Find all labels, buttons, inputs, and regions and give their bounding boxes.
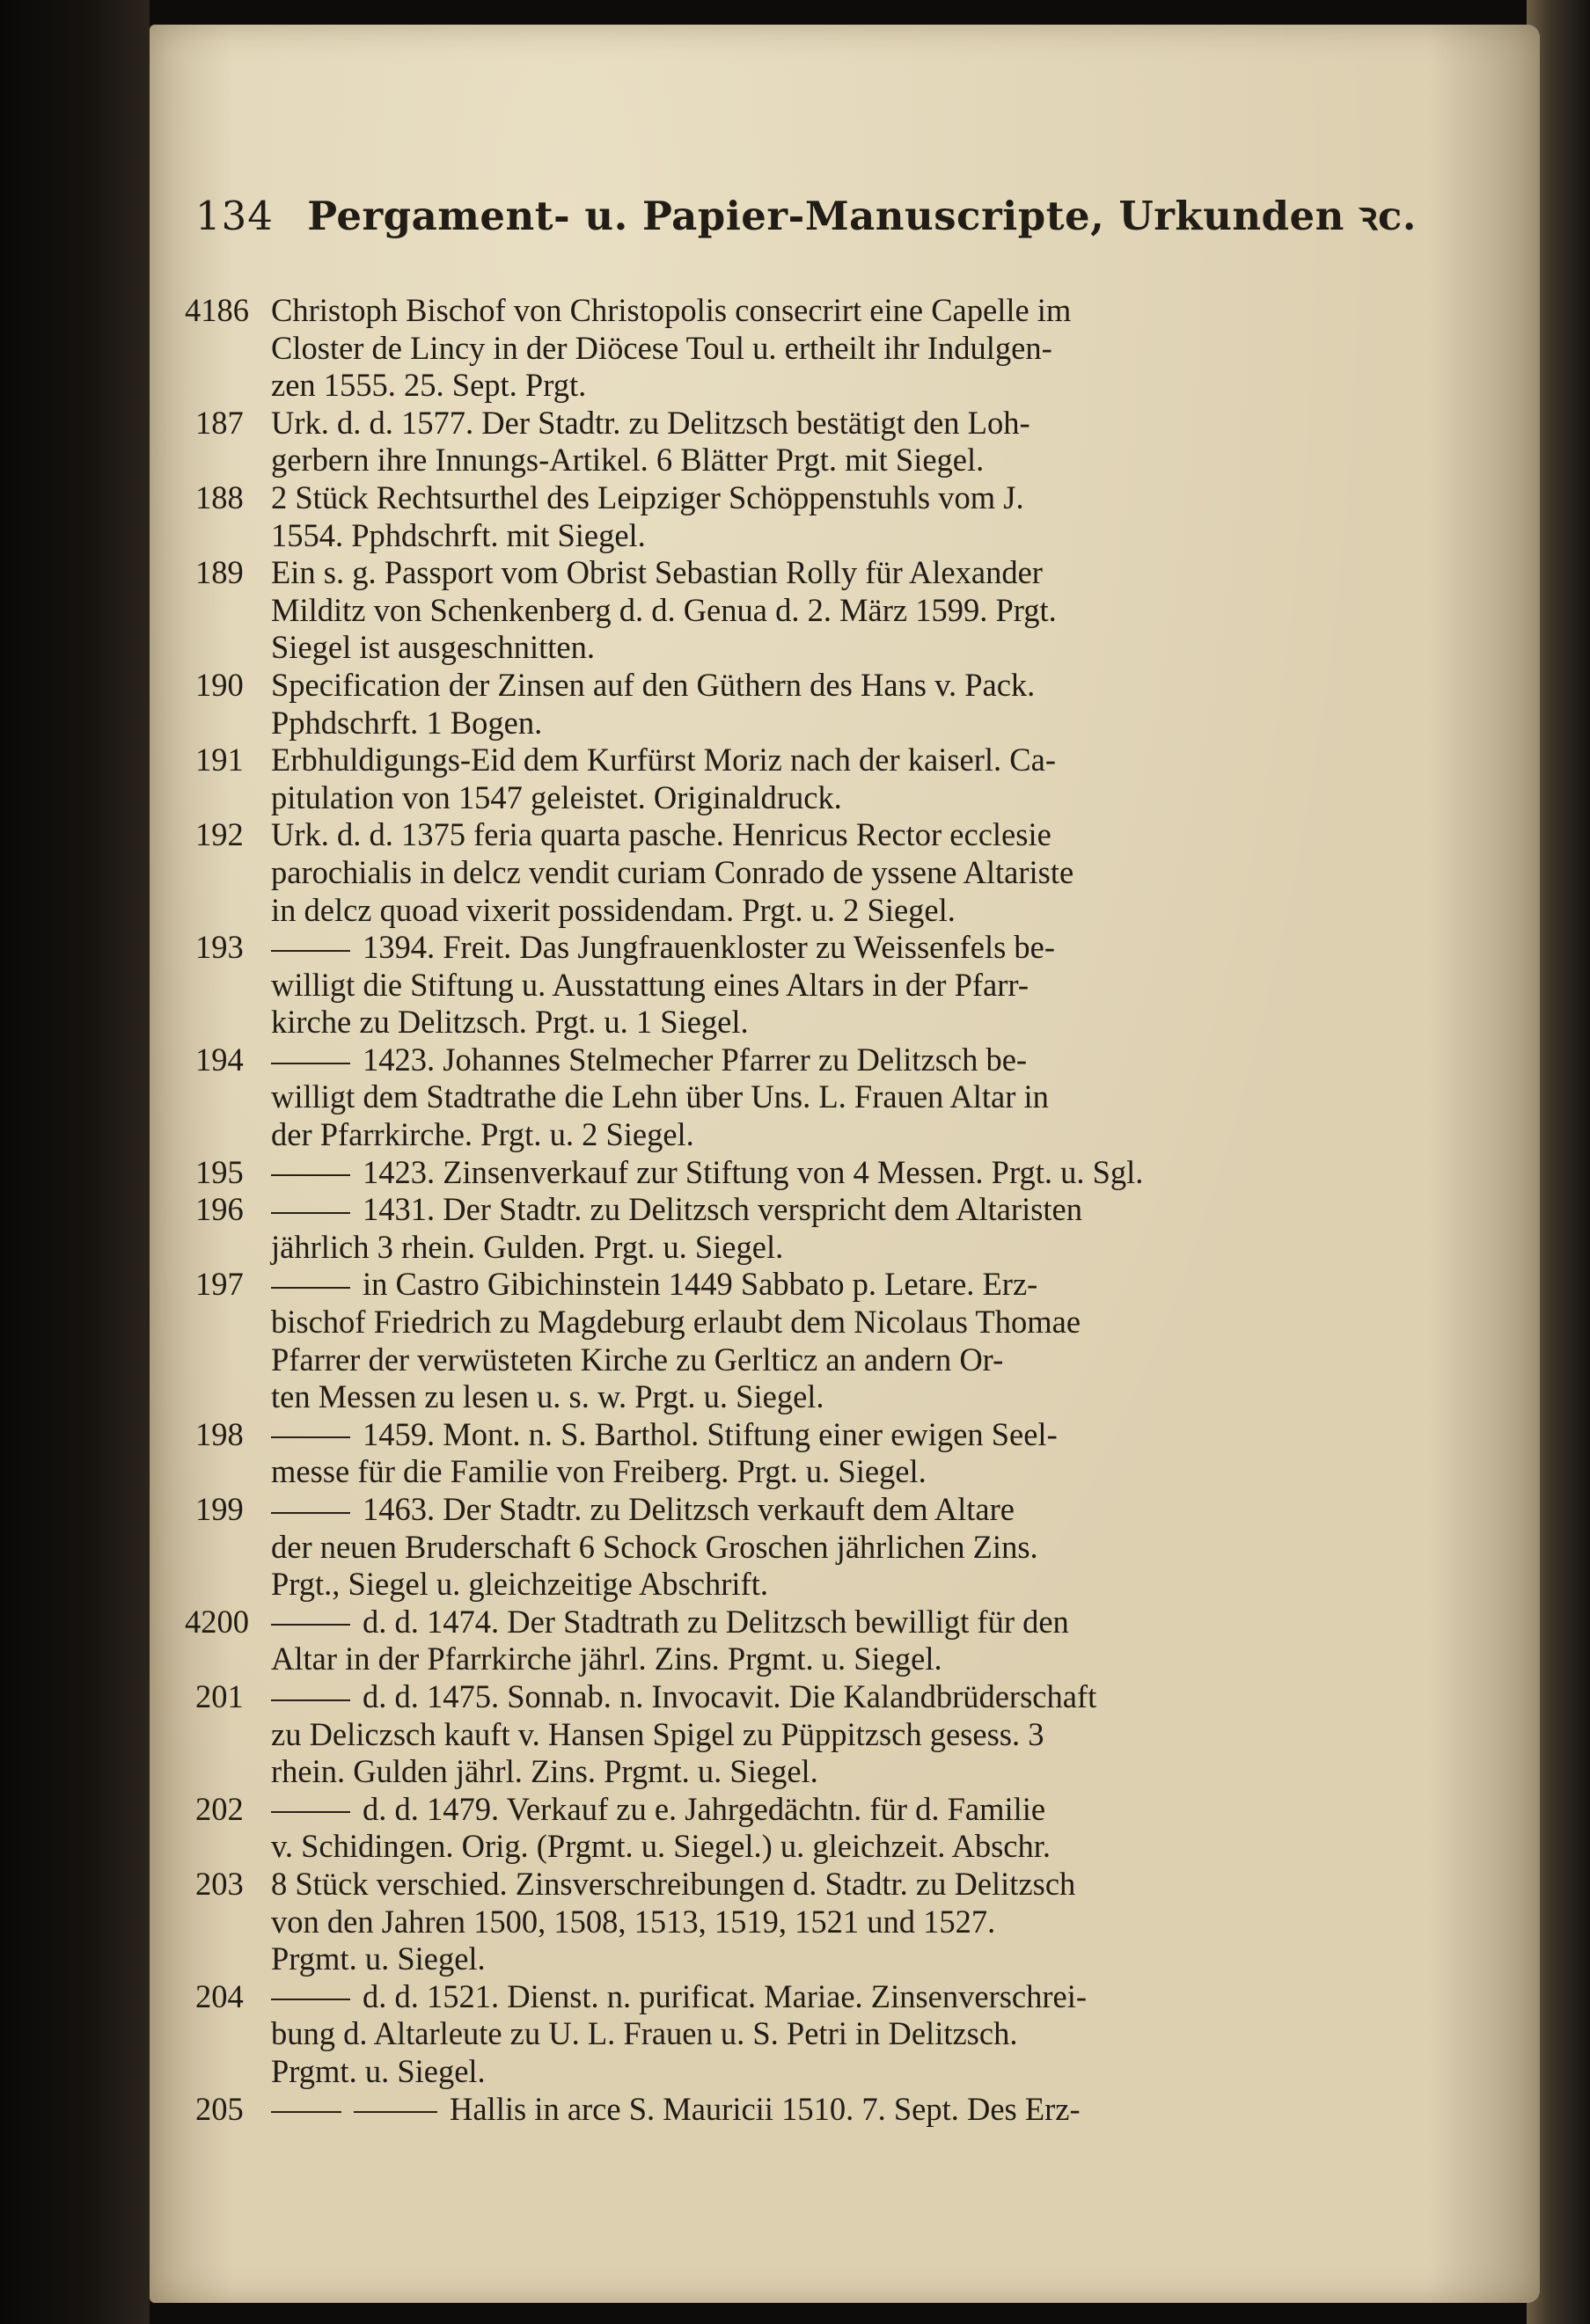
entry-text: willigt dem Stadtrathe die Lehn über Uns. L. Frauen Altar in (271, 1078, 1049, 1115)
entry-number: 188 (195, 479, 244, 515)
ditto-dash (271, 1212, 350, 1214)
entry-line (195, 1154, 1480, 1192)
ditto-dash (271, 1512, 350, 1514)
entry-text: 2 Stück Rechtsurthel des Leipziger Schöppenstuhls vom J. (271, 479, 1024, 515)
ditto-dash (271, 1999, 350, 2000)
entry-text: von den Jahren 1500, 1508, 1513, 1519, 1521 und 1527. (271, 1903, 996, 1940)
entry-text: Urk. d. d. 1577. Der Stadtr. zu Delitzsch bestätigt den Loh- (271, 404, 1030, 441)
entry-text: Erbhuldigungs-Eid dem Kurfürst Moriz nach der kaiserl. Ca- (271, 742, 1056, 778)
catalogue-entry (195, 479, 1480, 554)
entry-text: 1459. Mont. n. S. Barthol. Stiftung einer ewigen Seel- (363, 1415, 1058, 1452)
entry-line (195, 892, 1480, 930)
entry-line (195, 1266, 1480, 1304)
entry-line (195, 405, 1480, 442)
entry-line (195, 292, 1480, 330)
entry-number: 196 (195, 1191, 244, 1228)
entry-text: ten Messen zu lesen u. s. w. Prgt. u. Siegel. (271, 1378, 824, 1415)
entry-text: Hallis in arce S. Mauricii 1510. 7. Sept. Des Erz- (450, 2090, 1081, 2127)
entry-number: 193 (195, 929, 244, 966)
entry-line (195, 330, 1480, 368)
entry-text: Christoph Bischof von Christopolis consecrirt eine Capelle im (271, 292, 1072, 328)
catalogue-entry (195, 1191, 1480, 1266)
entry-line (195, 1978, 1480, 2016)
entry-number: 203 (195, 1865, 244, 1902)
entry-text: 1423. Johannes Stelmecher Pfarrer zu Delitzsch be- (363, 1041, 1028, 1078)
ditto-dash (354, 2111, 437, 2113)
entry-text: der neuen Bruderschaft 6 Schock Groschen jährlichen Zins. (271, 1528, 1038, 1565)
catalogue-entry (195, 1678, 1480, 1791)
entry-number: 199 (195, 1491, 244, 1527)
entry-text: bung d. Altarleute zu U. L. Frauen u. S. Petri in Delitzsch. (271, 2015, 1018, 2052)
entry-text: Milditz von Schenkenberg d. d. Genua d. 2. März 1599. Prgt. (271, 591, 1057, 628)
entry-text: Ein s. g. Passport vom Obrist Sebastian Rolly für Alexander (271, 554, 1043, 591)
page-number: 134 (195, 193, 274, 239)
entry-text: d. d. 1479. Verkauf zu e. Jahrgedächtn. für d. Familie (363, 1790, 1046, 1827)
entry-line (195, 1491, 1480, 1529)
entry-line (195, 1716, 1480, 1754)
entry-number: 204 (195, 1977, 244, 2014)
entry-line (195, 1453, 1480, 1491)
entry-line (195, 592, 1480, 630)
entry-line (195, 1753, 1480, 1791)
catalogue-entry (195, 929, 1480, 1041)
entry-line (195, 517, 1480, 555)
entry-text: 1394. Freit. Das Jungfrauenkloster zu Weissenfels be- (363, 929, 1056, 966)
catalogue-entry (195, 1416, 1480, 1491)
entry-number: 197 (195, 1266, 244, 1303)
catalogue-entry (195, 816, 1480, 929)
entry-text: Closter de Lincy in der Diöcese Toul u. ertheilt ihr Indulgen- (271, 329, 1052, 366)
ditto-dash (271, 1811, 350, 1813)
entry-text: d. d. 1521. Dienst. n. purificat. Mariae. Zinsenverschrei- (363, 1977, 1088, 2014)
catalogue-entry (195, 742, 1480, 816)
catalogue-entry (195, 1041, 1480, 1154)
entry-line (195, 705, 1480, 742)
catalogue-entry (195, 1866, 1480, 1978)
catalogue-entry (195, 2091, 1480, 2129)
entry-line (195, 854, 1480, 892)
entry-number: 194 (195, 1041, 244, 1078)
catalogue-entry (195, 667, 1480, 742)
entry-line (195, 479, 1480, 517)
entry-number: 201 (195, 1677, 244, 1714)
entry-number: 191 (195, 742, 244, 778)
entry-line (195, 1004, 1480, 1041)
ditto-dash (271, 1174, 350, 1176)
entry-text: d. d. 1474. Der Stadtrath zu Delitzsch bewilligt für den (363, 1603, 1069, 1640)
entry-line (195, 1791, 1480, 1829)
entry-text: 1431. Der Stadtr. zu Delitzsch verspricht dem Altaristen (363, 1191, 1083, 1228)
entry-line (195, 1191, 1480, 1229)
ditto-dash (271, 1287, 350, 1289)
ditto-dash (271, 2111, 341, 2113)
catalogue-entry (195, 1491, 1480, 1604)
entry-line (195, 1229, 1480, 1267)
entry-number: 189 (195, 554, 244, 591)
entry-text: Prgmt. u. Siegel. (271, 2052, 486, 2089)
entry-text: in delcz quoad vixerit possidendam. Prgt. u. 2 Siegel. (271, 891, 956, 928)
entry-text: kirche zu Delitzsch. Prgt. u. 1 Siegel. (271, 1004, 749, 1041)
entry-number: 195 (195, 1153, 244, 1190)
entry-line (195, 1904, 1480, 1941)
entry-line (195, 1416, 1480, 1454)
entry-text: gerbern ihre Innungs-Artikel. 6 Blätter Prgt. mit Siegel. (271, 442, 985, 479)
catalogue-entry (195, 1266, 1480, 1415)
entry-text: willigt die Stiftung u. Ausstattung eines Altars in der Pfarr- (271, 966, 1029, 1003)
entry-line (195, 1304, 1480, 1341)
entry-number: 202 (195, 1790, 244, 1827)
catalogue-entry (195, 1154, 1480, 1192)
entry-line (195, 779, 1480, 817)
entry-text: Urk. d. d. 1375 feria quarta pasche. Henricus Rector ecclesie (271, 816, 1051, 853)
book-binding-left (0, 0, 150, 2324)
entry-text: in Castro Gibichinstein 1449 Sabbato p. Letare. Erz- (363, 1266, 1038, 1303)
entry-text: Siegel ist ausgeschnitten. (271, 629, 595, 666)
entry-number: 187 (195, 404, 244, 441)
entry-line (195, 2091, 1480, 2129)
entry-line (195, 929, 1480, 967)
entry-line (195, 2053, 1480, 2091)
entry-line (195, 1678, 1480, 1716)
entry-line (195, 1828, 1480, 1866)
entry-number: 4186 (185, 292, 249, 328)
entry-text: bischof Friedrich zu Magdeburg erlaubt dem Nicolaus Thomae (271, 1304, 1081, 1341)
entry-line (195, 442, 1480, 479)
entry-line (195, 1604, 1480, 1641)
entry-number: 205 (195, 2090, 244, 2127)
ditto-dash (271, 950, 350, 952)
entry-line (195, 367, 1480, 405)
catalogue-entry (195, 554, 1480, 667)
ditto-dash (271, 1624, 350, 1626)
entry-line (195, 629, 1480, 667)
entry-line (195, 667, 1480, 705)
entry-text: 1423. Zinsenverkauf zur Stiftung von 4 Messen. Prgt. u. Sgl. (363, 1153, 1144, 1190)
catalogue-entry (185, 292, 1480, 405)
ditto-dash (271, 1063, 350, 1064)
entry-line (195, 1641, 1480, 1678)
entry-line (195, 1566, 1480, 1604)
entry-line (195, 742, 1480, 779)
catalogue-entry (185, 1603, 1480, 1678)
entry-text: zen 1555. 25. Sept. Prgt. (271, 367, 587, 404)
entry-text: pitulation von 1547 geleistet. Originaldruck. (271, 778, 842, 815)
entry-text: parochialis in delcz vendit curiam Conrado de yssene Altariste (271, 853, 1074, 890)
book-page (150, 25, 1540, 2303)
entry-text: Pphdschrft. 1 Bogen. (271, 704, 543, 741)
entry-line (195, 1378, 1480, 1416)
entry-text: Prgmt. u. Siegel. (271, 1940, 486, 1977)
entry-line (195, 1116, 1480, 1154)
entry-text: der Pfarrkirche. Prgt. u. 2 Siegel. (271, 1116, 694, 1153)
entry-number: 190 (195, 666, 244, 703)
entry-text: Altar in der Pfarrkirche jährl. Zins. Prgmt. u. Siegel. (271, 1641, 942, 1677)
entry-line (195, 967, 1480, 1005)
catalogue-entries (185, 292, 1480, 2128)
entry-line (195, 1041, 1480, 1079)
entry-text: Pfarrer der verwüsteten Kirche zu Gerlticz an andern Or- (271, 1341, 1004, 1378)
entry-text: 1554. Pphdschrft. mit Siegel. (271, 516, 646, 553)
catalogue-entry (195, 1791, 1480, 1866)
entry-text: 8 Stück verschied. Zinsverschreibungen d. Stadtr. zu Delitzsch (271, 1865, 1076, 1902)
catalogue-entry (195, 405, 1480, 479)
entry-line (195, 554, 1480, 592)
running-head-title: Pergament- u. Papier-Manuscripte, Urkunden ꝛc. (307, 193, 1417, 239)
entry-text: zu Deliczsch kauft v. Hansen Spigel zu Püppitzsch gesess. 3 (271, 1715, 1044, 1752)
entry-line (195, 1078, 1480, 1116)
entry-line (195, 2015, 1480, 2053)
entry-number: 4200 (185, 1603, 249, 1640)
entry-text: v. Schidingen. Orig. (Prgmt. u. Siegel.) u. gleichzeit. Abschr. (271, 1828, 1051, 1865)
entry-number: 198 (195, 1415, 244, 1452)
entry-text: d. d. 1475. Sonnab. n. Invocavit. Die Kalandbrüderschaft (363, 1677, 1097, 1714)
entry-text: messe für die Familie von Freiberg. Prgt. u. Siegel. (271, 1453, 927, 1490)
entry-text: 1463. Der Stadtr. zu Delitzsch verkauft dem Altare (363, 1491, 1015, 1527)
entry-line (195, 1866, 1480, 1904)
entry-number: 192 (195, 816, 244, 853)
ditto-dash (271, 1699, 350, 1701)
catalogue-entry (195, 1978, 1480, 2091)
entry-text: Prgt., Siegel u. gleichzeitige Abschrift. (271, 1566, 768, 1603)
entry-line (195, 1940, 1480, 1978)
entry-line (195, 1529, 1480, 1567)
entry-line (195, 816, 1480, 854)
entry-text: jährlich 3 rhein. Gulden. Prgt. u. Siegel. (271, 1228, 784, 1265)
running-head (195, 188, 1445, 250)
entry-text: Specification der Zinsen auf den Güthern des Hans v. Pack. (271, 666, 1036, 703)
entry-line (195, 1341, 1480, 1379)
ditto-dash (271, 1436, 350, 1438)
entry-text: rhein. Gulden jährl. Zins. Prgmt. u. Siegel. (271, 1753, 818, 1790)
